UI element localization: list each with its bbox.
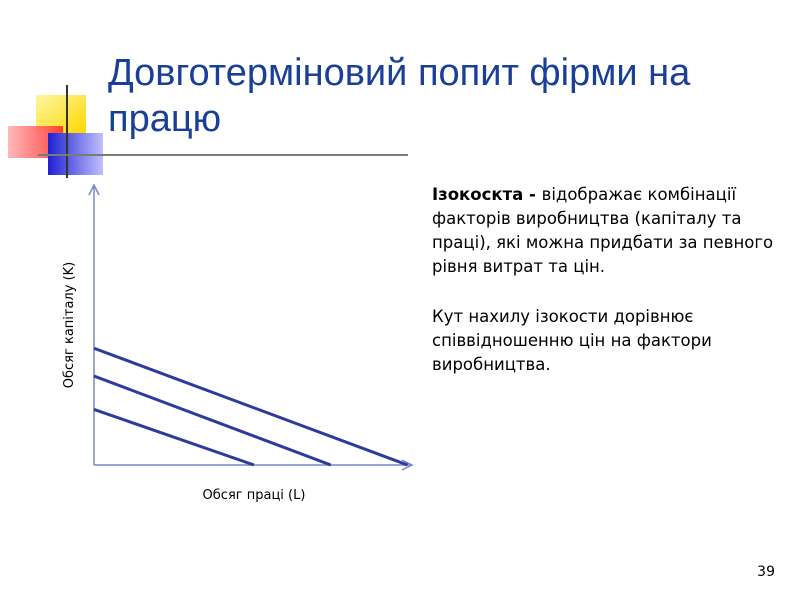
isocost-line-3: [94, 348, 408, 465]
decorative-logo: [0, 0, 110, 185]
definition-term: Ізокоскта -: [432, 185, 542, 204]
isocost-line-1: [94, 409, 254, 465]
y-axis-label: Обсяг капіталу (K): [62, 261, 77, 389]
definition-paragraph: [432, 183, 777, 279]
definition-text: відображає комбінації факторів виробництва (капіталу та праці), які можна придбати за певного рівня витрат та цін.: [432, 185, 774, 276]
page-number: 39: [757, 564, 775, 580]
x-axis-label: Обсяг праці (L): [202, 488, 306, 503]
isocost-chart: [40, 175, 430, 515]
explanation-text: [432, 183, 777, 403]
slide-title: Довготерміновий попит фірми на працю: [108, 52, 691, 140]
title-divider: [38, 154, 408, 156]
note-paragraph: Кут нахилу ізокости дорівнює співвідношенню цін на фактори виробництва.: [432, 307, 712, 374]
